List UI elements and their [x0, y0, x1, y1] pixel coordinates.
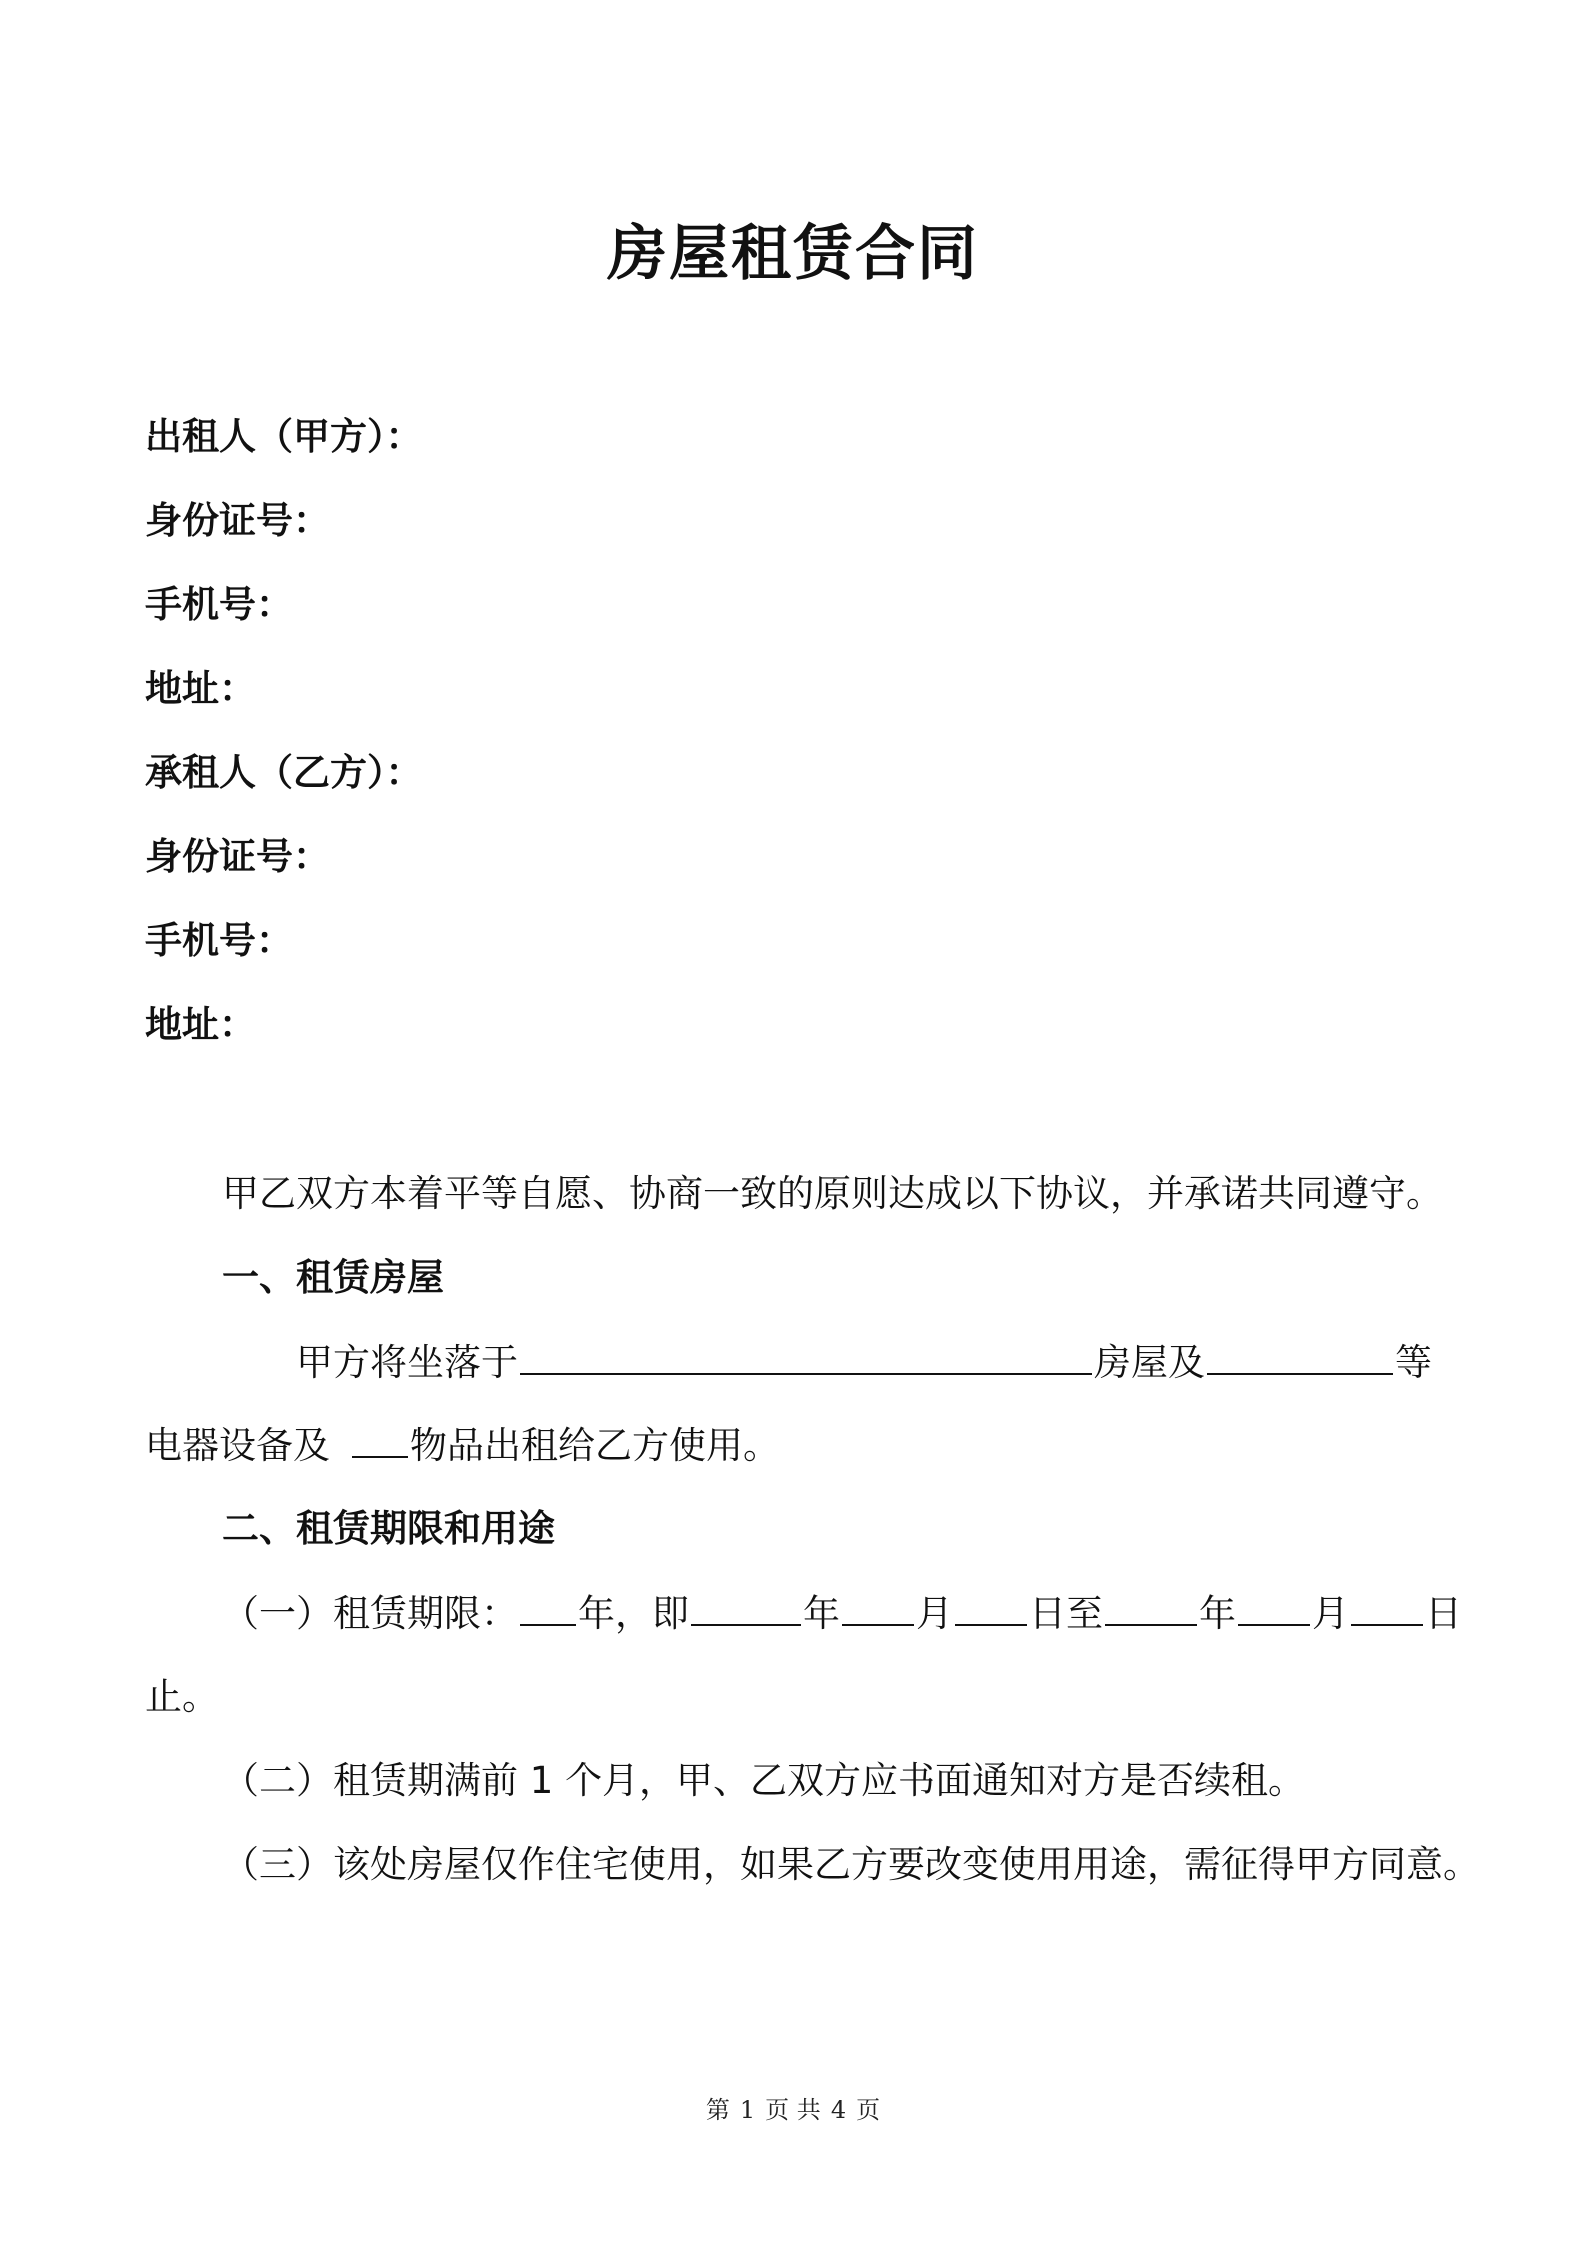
section1-text-etc: 等	[1395, 1341, 1432, 1384]
tenant-phone-label: 手机号：	[145, 919, 293, 962]
document-title: 房屋租赁合同	[607, 219, 979, 289]
landlord-address-label: 地址：	[145, 667, 256, 710]
start-month-blank[interactable]	[842, 1594, 914, 1626]
lease-term-prefix: （一）租赁期限：	[222, 1592, 518, 1635]
lease-years-unit: 年，即	[578, 1592, 689, 1635]
footer-current-page: 1	[739, 2096, 756, 2124]
footer-page-prefix: 第	[705, 2096, 730, 2124]
property-address-blank[interactable]	[520, 1343, 1092, 1375]
landlord-id-label: 身份证号：	[145, 499, 330, 542]
section1-text-equipment-and: 电器设备及	[145, 1424, 330, 1467]
start-day-unit: 日至	[1029, 1592, 1103, 1635]
tenant-address-label: 地址：	[145, 1003, 256, 1046]
section1-text-rent-to-tenant: 物品出租给乙方使用。	[410, 1424, 780, 1467]
lease-years-blank[interactable]	[520, 1594, 576, 1626]
start-day-blank[interactable]	[955, 1594, 1027, 1626]
landlord-name-label: 出租人（甲方）：	[145, 415, 423, 458]
footer-page-suffix: 页	[856, 2096, 881, 2124]
end-day-unit: 日	[1425, 1592, 1462, 1635]
section2-heading: 二、租赁期限和用途	[222, 1507, 555, 1550]
section2-item1	[222, 1592, 1462, 1635]
tenant-name-label: 承租人（乙方）：	[145, 751, 423, 794]
section1-line2	[145, 1424, 780, 1467]
end-month-blank[interactable]	[1238, 1594, 1310, 1626]
start-year-blank[interactable]	[691, 1594, 801, 1626]
footer-total-pages: 4	[830, 2096, 847, 2124]
appliances-blank[interactable]	[1207, 1343, 1393, 1375]
end-year-unit: 年	[1199, 1592, 1236, 1635]
section2-item1-end: 止。	[145, 1675, 219, 1718]
section1-text-located-at: 甲方将坐落于	[296, 1341, 518, 1384]
items-blank[interactable]	[352, 1426, 408, 1458]
preamble-paragraph: 甲乙双方本着平等自愿、协商一致的原则达成以下协议，并承诺共同遵守。	[222, 1172, 1443, 1215]
section2-item2: （二）租赁期满前 1 个月，甲、乙双方应书面通知对方是否续租。	[222, 1759, 1306, 1802]
tenant-id-label: 身份证号：	[145, 835, 330, 878]
section1-line1	[296, 1341, 1432, 1384]
section1-text-house-and: 房屋及	[1094, 1341, 1205, 1384]
end-day-blank[interactable]	[1351, 1594, 1423, 1626]
start-year-unit: 年	[803, 1592, 840, 1635]
start-month-unit: 月	[916, 1592, 953, 1635]
footer-page-mid: 页 共	[765, 2096, 821, 2124]
landlord-phone-label: 手机号：	[145, 583, 293, 626]
end-month-unit: 月	[1312, 1592, 1349, 1635]
page-number-footer	[0, 2090, 1586, 2125]
section2-item3: （三）该处房屋仅作住宅使用，如果乙方要改变使用用途，需征得甲方同意。	[222, 1843, 1480, 1886]
end-year-blank[interactable]	[1105, 1594, 1197, 1626]
section1-heading: 一、租赁房屋	[222, 1256, 444, 1299]
